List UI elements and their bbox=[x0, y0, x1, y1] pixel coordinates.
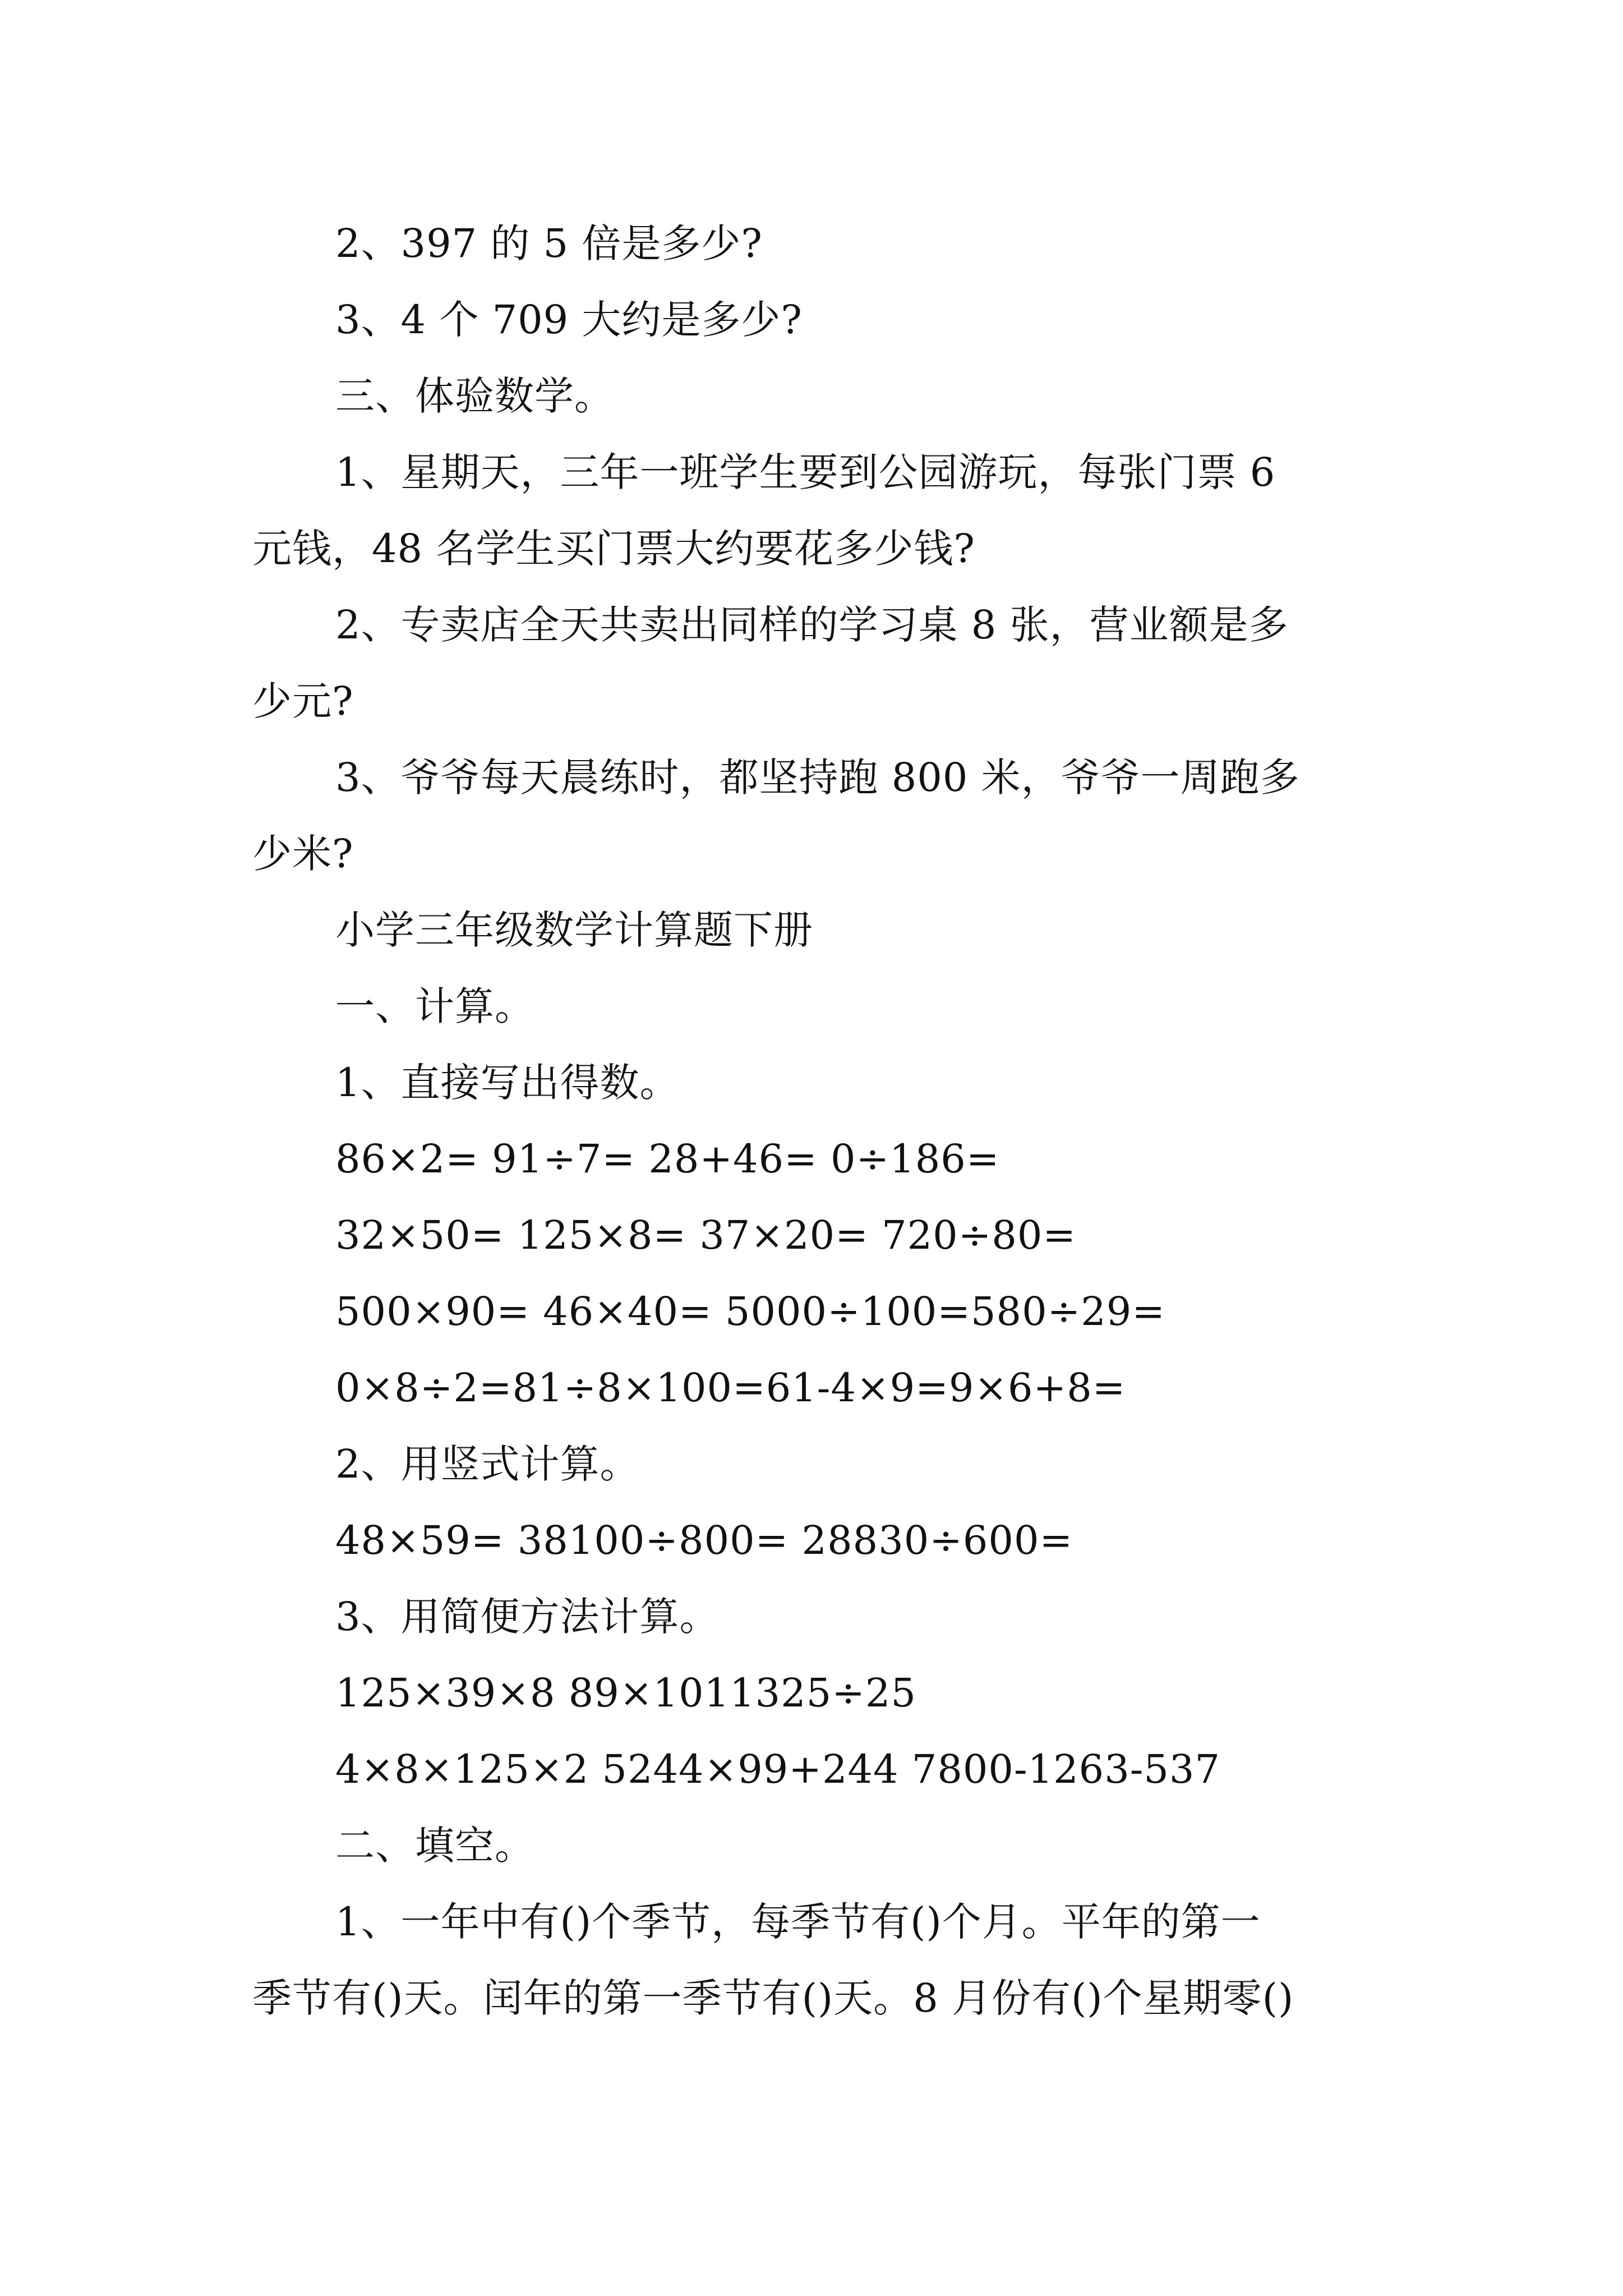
word-problem-1-line-1: 1、星期天，三年一班学生要到公园游玩，每张门票 6 bbox=[335, 449, 1276, 495]
document-title: 小学三年级数学计算题下册 bbox=[335, 907, 813, 953]
fill-blank-line-1: 1、一年中有()个季节，每季节有()个月。平年的第一 bbox=[335, 1899, 1261, 1945]
subsection-heading: 1、直接写出得数。 bbox=[335, 1060, 680, 1106]
calculation-row: 48×59= 38100÷800= 28830÷600= bbox=[335, 1517, 1073, 1563]
calculation-row: 500×90= 46×40= 5000÷100=580÷29= bbox=[335, 1289, 1165, 1335]
calculation-row: 125×39×8 89×1011325÷25 bbox=[335, 1670, 916, 1716]
word-problem-2-line-2: 少元? bbox=[252, 678, 354, 724]
word-problem-1-line-2: 元钱，48 名学生买门票大约要花多少钱? bbox=[252, 526, 975, 572]
word-problem-3-line-1: 3、爷爷每天晨练时，都坚持跑 800 米，爷爷一周跑多 bbox=[335, 754, 1300, 800]
subsection-heading: 3、用简便方法计算。 bbox=[335, 1594, 720, 1640]
calculation-row: 86×2= 91÷7= 28+46= 0÷186= bbox=[335, 1136, 1000, 1182]
section-heading: 二、填空。 bbox=[335, 1823, 534, 1869]
calculation-row: 32×50= 125×8= 37×20= 720÷80= bbox=[335, 1212, 1077, 1258]
section-heading: 一、计算。 bbox=[335, 983, 534, 1029]
word-problem-2-line-1: 2、专卖店全天共卖出同样的学习桌 8 张，营业额是多 bbox=[335, 602, 1289, 648]
section-heading: 三、体验数学。 bbox=[335, 373, 614, 419]
word-problem-3-line-2: 少米? bbox=[252, 831, 354, 877]
subsection-heading: 2、用竖式计算。 bbox=[335, 1441, 640, 1487]
calculation-row: 0×8÷2=81÷8×100=61-4×9=9×6+8= bbox=[335, 1365, 1126, 1411]
fill-blank-line-2: 季节有()天。闰年的第一季节有()天。8 月份有()个星期零() bbox=[252, 1975, 1294, 2021]
question-3-line: 3、4 个 709 大约是多少? bbox=[335, 297, 803, 343]
calculation-row: 4×8×125×2 5244×99+244 7800-1263-537 bbox=[335, 1746, 1221, 1792]
question-2-line: 2、397 的 5 倍是多少? bbox=[335, 220, 763, 266]
